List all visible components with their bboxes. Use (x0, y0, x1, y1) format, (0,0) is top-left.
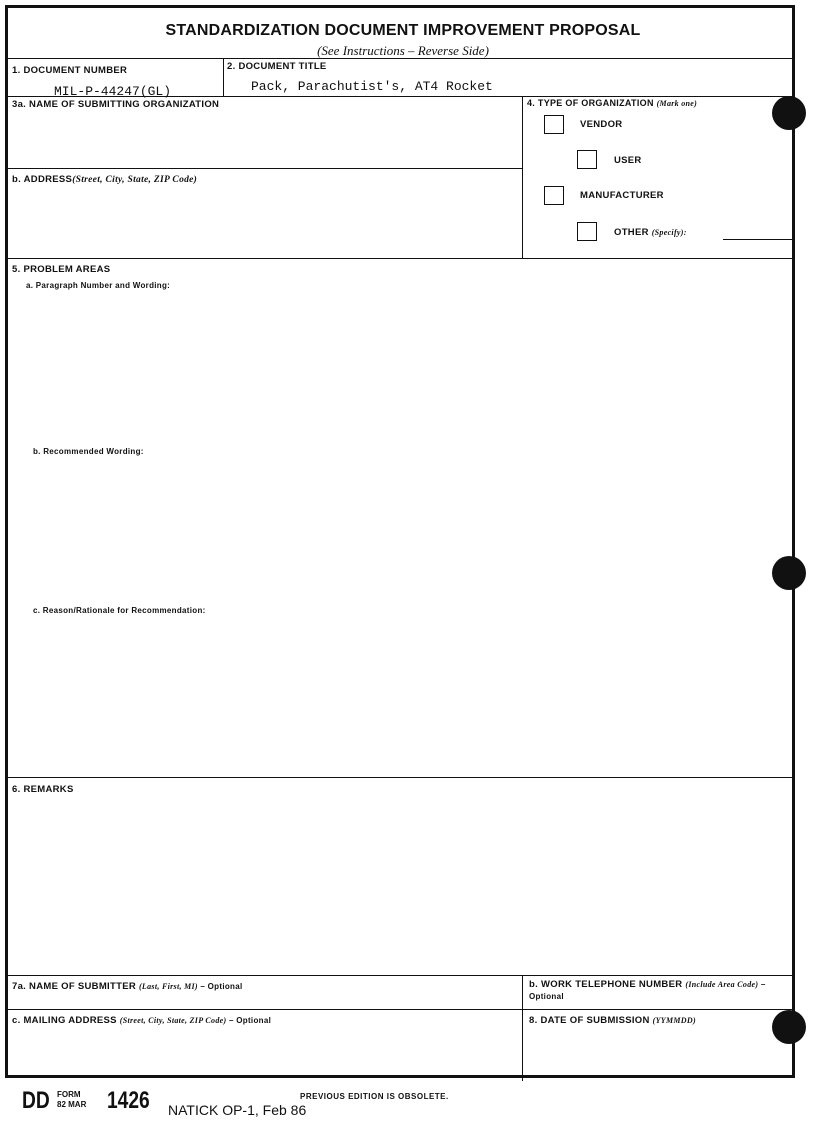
doc-number-value[interactable]: MIL-P-44247(GL) (54, 84, 172, 99)
doc-title-label: 2. DOCUMENT TITLE (227, 61, 327, 72)
user-checkbox[interactable] (577, 150, 597, 169)
submitter-label-group (12, 981, 243, 992)
rule-6 (8, 975, 792, 976)
problem-b-field[interactable] (33, 460, 783, 600)
footer-previous-edition: PREVIOUS EDITION IS OBSOLETE. (300, 1092, 449, 1101)
date-label-group (529, 1015, 696, 1026)
address-field[interactable] (12, 186, 512, 256)
phone-optional: – Optional (529, 980, 766, 1001)
form-title: STANDARDIZATION DOCUMENT IMPROVEMENT PROPOSAL (165, 22, 641, 39)
rule-4 (8, 258, 792, 259)
mailing-optional: – Optional (226, 1016, 272, 1025)
doc-title-value[interactable]: Pack, Parachutist's, AT4 Rocket (251, 79, 493, 94)
problem-areas-label: 5. PROBLEM AREAS (12, 264, 111, 275)
doc-number-label: 1. DOCUMENT NUMBER (12, 65, 128, 76)
problem-c-label: c. Reason/Rationale for Recommendation: (33, 606, 206, 615)
problem-a-field[interactable] (26, 294, 786, 439)
other-checkbox[interactable] (577, 222, 597, 241)
mailing-field[interactable] (12, 1028, 517, 1076)
date-hint: (YYMMDD) (652, 1016, 696, 1025)
mailing-label: c. MAILING ADDRESS (12, 1015, 117, 1026)
problem-c-field[interactable] (33, 619, 783, 773)
org-type-label-group (527, 98, 697, 108)
other-specify-line[interactable] (723, 239, 793, 240)
date-field[interactable] (529, 1028, 784, 1076)
org-type-hint: (Mark one) (656, 99, 698, 108)
remarks-field[interactable] (12, 798, 788, 972)
submitter-optional: – Optional (197, 982, 243, 991)
address-label: b. ADDRESS (12, 174, 73, 185)
punch-hole-top (772, 96, 806, 130)
org-type-label: 4. TYPE OF ORGANIZATION (527, 98, 654, 108)
vendor-checkbox[interactable] (544, 115, 564, 134)
punch-hole-middle (772, 556, 806, 590)
footer-form-block (57, 1090, 86, 1110)
remarks-label: 6. REMARKS (12, 784, 74, 795)
divider-org (522, 96, 523, 258)
rule-5 (8, 777, 792, 778)
phone-hint: (Include Area Code) (685, 980, 759, 989)
footer-natick: NATICK OP-1, Feb 86 (168, 1102, 307, 1118)
footer-form: FORM (57, 1090, 81, 1099)
mailing-label-group (12, 1015, 271, 1026)
user-label: USER (614, 155, 642, 166)
footer-dd: DD (22, 1087, 50, 1114)
problem-a-label: a. Paragraph Number and Wording: (26, 281, 171, 290)
address-hint: (Street, City, State, ZIP Code) (72, 175, 198, 185)
other-hint: (Specify): (651, 228, 687, 237)
submitter-field[interactable] (12, 993, 517, 1007)
form-frame (5, 5, 795, 1078)
manufacturer-checkbox[interactable] (544, 186, 564, 205)
divider-submitter (522, 975, 523, 1081)
rule-3 (8, 168, 522, 169)
divider-doc (223, 58, 224, 96)
phone-label: b. WORK TELEPHONE NUMBER (529, 979, 683, 990)
address-label-group (12, 174, 197, 185)
org-name-label: 3a. NAME OF SUBMITTING ORGANIZATION (12, 99, 220, 110)
problem-b-label: b. Recommended Wording: (33, 447, 144, 456)
phone-label-group (529, 979, 791, 1003)
form-subtitle: (See Instructions – Reverse Side) (317, 43, 489, 58)
other-label-group (614, 227, 687, 238)
manufacturer-label: MANUFACTURER (580, 190, 664, 201)
footer-form-number: 1426 (107, 1087, 150, 1114)
date-label: 8. DATE OF SUBMISSION (529, 1015, 650, 1026)
submitter-hint: (Last, First, MI) (138, 982, 198, 991)
mailing-hint: (Street, City, State, ZIP Code) (119, 1016, 227, 1025)
footer-edition: 82 MAR (57, 1100, 87, 1109)
punch-hole-bottom (772, 1010, 806, 1044)
submitter-label: 7a. NAME OF SUBMITTER (12, 981, 137, 992)
vendor-label: VENDOR (580, 119, 623, 130)
rule-7 (8, 1009, 792, 1010)
rule-1 (8, 58, 792, 59)
other-label: OTHER (614, 227, 649, 238)
org-name-field[interactable] (12, 101, 512, 165)
